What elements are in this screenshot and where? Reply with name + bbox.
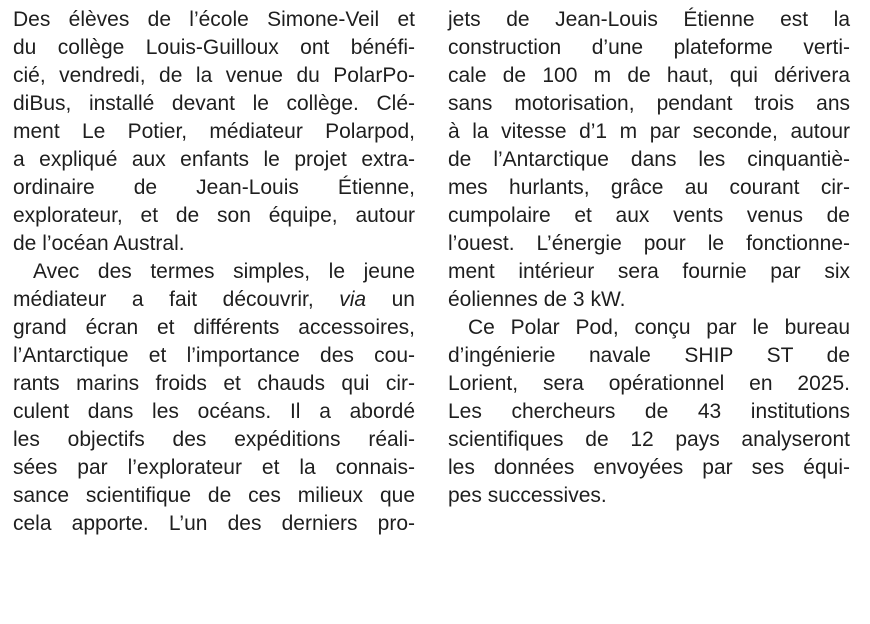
text-line: l’Antarctique et l’importance des cou- (13, 344, 415, 367)
text-line: diBus, installé devant le collège. Clé- (13, 92, 415, 115)
text-line: ment Le Potier, médiateur Polarpod, (13, 120, 415, 143)
article-column-right (448, 6, 850, 510)
text-line: cela apporte. L’un des derniers pro- (13, 512, 415, 535)
text-line: mes hurlants, grâce au courant cir- (448, 176, 850, 199)
text-line: pes successives. (448, 484, 607, 507)
text-line: cale de 100 m de haut, qui dérivera (448, 64, 850, 87)
text-line: sans motorisation, pendant trois ans (448, 92, 850, 115)
text-line: du collège Louis-Guilloux ont bénéfi- (13, 36, 415, 59)
text-line: a expliqué aux enfants le projet extra- (13, 148, 415, 171)
text-line: de l’océan Austral. (13, 232, 185, 255)
text-line: éoliennes de 3 kW. (448, 288, 626, 311)
text-line: explorateur, et de son équipe, autour (13, 204, 415, 227)
text-line: l’ouest. L’énergie pour le fonctionne- (448, 232, 850, 255)
text-line: construction d’une plateforme verti- (448, 36, 850, 59)
text-line: sance scientifique de ces milieux que (13, 484, 415, 507)
text-line: à la vitesse d’1 m par seconde, autour (448, 120, 850, 143)
text-line: cié, vendredi, de la venue du PolarPo- (13, 64, 415, 87)
text-line: les objectifs des expéditions réali- (13, 428, 415, 451)
article-column-left (13, 6, 415, 538)
text-line: ment intérieur sera fournie par six (448, 260, 850, 283)
text-line: Les chercheurs de 43 institutions (448, 400, 850, 423)
text-line: de l’Antarctique dans les cinquantiè- (448, 148, 850, 171)
text-line: jets de Jean-Louis Étienne est la (448, 8, 850, 31)
text-line: les données envoyées par ses équi- (448, 456, 850, 479)
text-line: scientifiques de 12 pays analyseront (448, 428, 850, 451)
text-line: Ce Polar Pod, conçu par le bureau (468, 316, 850, 339)
text-line: culent dans les océans. Il a abordé (13, 400, 415, 423)
text-line: sées par l’explorateur et la connais- (13, 456, 415, 479)
text-line: cumpolaire et aux vents venus de (448, 204, 850, 227)
emphasis-text: via (339, 288, 367, 311)
text-line: Lorient, sera opérationnel en 2025. (448, 372, 850, 395)
text-line: rants marins froids et chauds qui cir- (13, 372, 415, 395)
text-line: d’ingénierie navale SHIP ST de (448, 344, 850, 367)
text-line: ordinaire de Jean-Louis Étienne, (13, 176, 415, 199)
text-line: Des élèves de l’école Simone-Veil et (13, 8, 415, 31)
text-line: Avec des termes simples, le jeune (33, 260, 415, 283)
text-line: médiateur a fait découvrir, via un (13, 288, 415, 311)
text-line: grand écran et différents accessoires, (13, 316, 415, 339)
